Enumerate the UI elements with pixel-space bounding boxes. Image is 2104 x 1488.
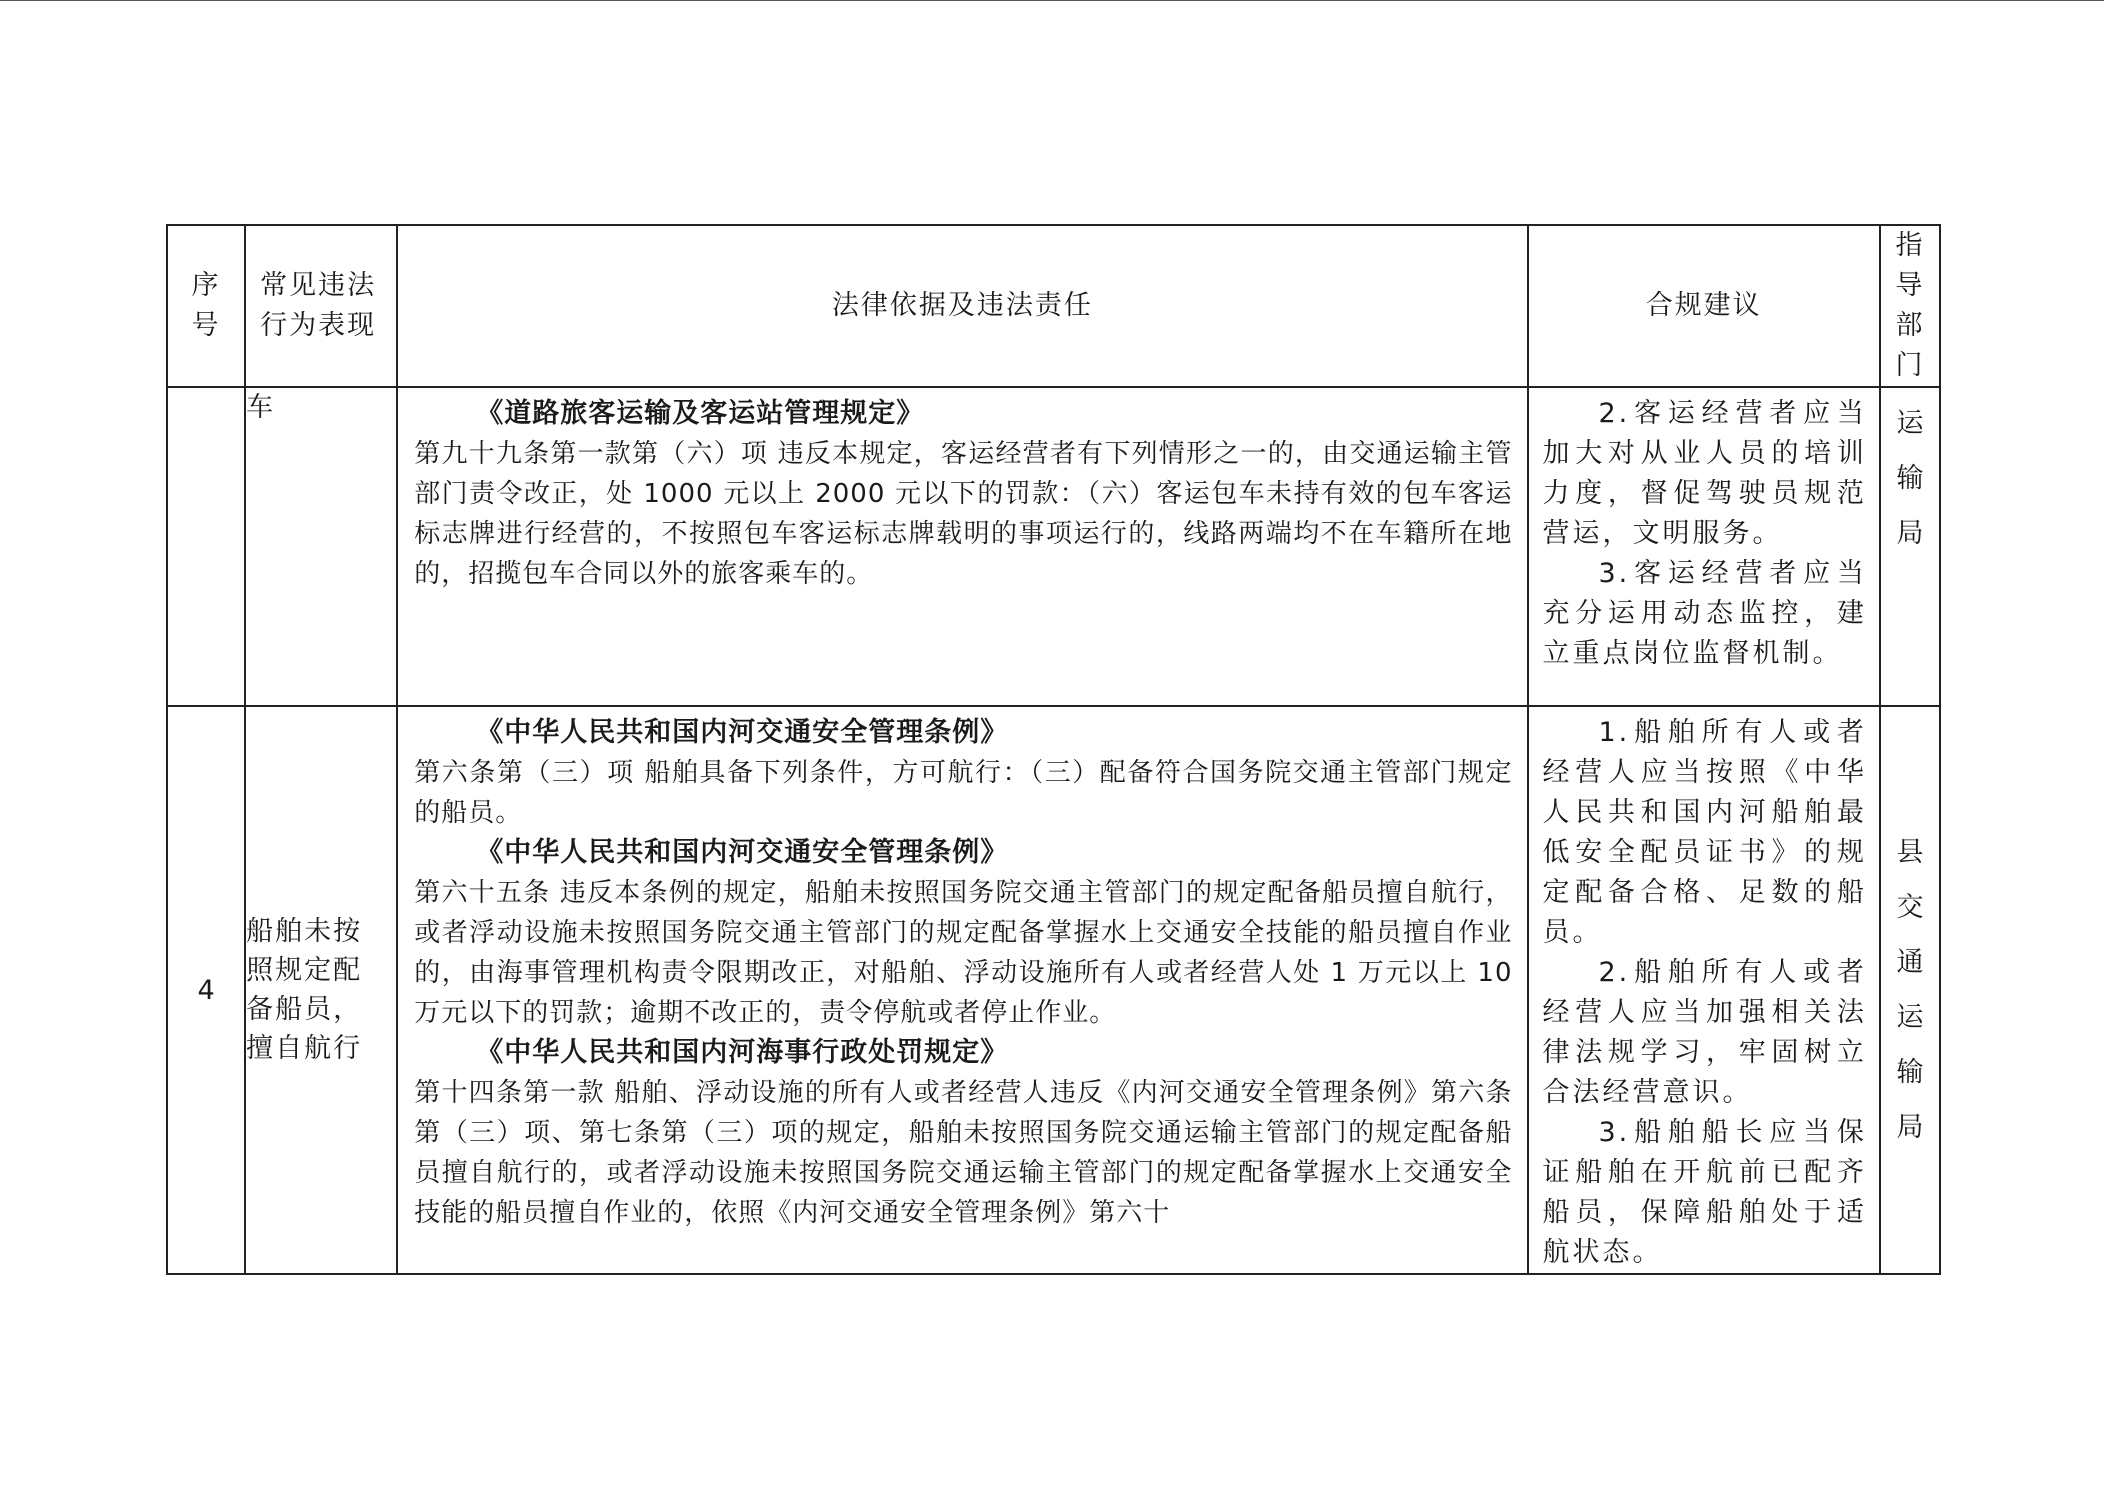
row-law [397, 706, 1527, 1274]
row-advice [1528, 387, 1880, 706]
header-seq: 序号 [167, 225, 245, 387]
header-advice: 合规建议 [1528, 225, 1880, 387]
advice-item: 1.船舶所有人或者经营人应当按照《中华人民共和国内河船舶最低安全配员证书》的规定配备合格、足数的船员。 [1542, 717, 1867, 948]
advice-item: 2.客运经营者应当加大对从业人员的培训力度，督促驾驶员规范营运，文明服务。 [1542, 398, 1867, 549]
header-dept: 指导部门 [1880, 225, 1940, 387]
regulation-table [166, 224, 1941, 1275]
row-advice [1528, 706, 1880, 1274]
law-body: 第九十九条第一款第（六）项 违反本规定，客运经营者有下列情形之一的，由交通运输主管部门责令改正，处 1000 元以上 2000 元以下的罚款：（六）客运包车未持有效的包车客运标志牌进行经营的，不按照包车客运标志牌载明的事项运行的，线路两端均不在车籍所在地的，招揽包车合同以外的旅客乘车的。 [414, 439, 1513, 589]
page-top-rule [0, 0, 2104, 1]
row-dept: 运输局 [1880, 387, 1940, 706]
row-dept: 县交通运输局 [1880, 706, 1940, 1274]
row-behavior: 车 [245, 387, 397, 706]
law-title: 《中华人民共和国内河海事行政处罚规定》 [476, 1037, 1009, 1068]
header-behavior: 常见违法行为表现 [245, 225, 397, 387]
law-title: 《中华人民共和国内河交通安全管理条例》 [476, 837, 1009, 868]
law-body: 第六条第（三）项 船舶具备下列条件，方可航行：（三）配备符合国务院交通主管部门规定的船员。 [414, 758, 1513, 828]
law-body: 第六十五条 违反本条例的规定，船舶未按照国务院交通主管部门的规定配备船员擅自航行，或者浮动设施未按照国务院交通主管部门的规定配备掌握水上交通安全技能的船员擅自作业的，由海事管理机构责令限期改正，对船舶、浮动设施所有人或者经营人处 1 万元以上 10 万元以下的罚款；逾期不改正的，责令停航或者停止作业。 [414, 878, 1513, 1028]
table-header-row [167, 225, 1940, 387]
law-title: 《道路旅客运输及客运站管理规定》 [476, 398, 925, 429]
advice-item: 3.客运经营者应当充分运用动态监控，建立重点岗位监督机制。 [1542, 558, 1867, 669]
advice-item: 3.船舶船长应当保证船舶在开航前已配齐船员，保障船舶处于适航状态。 [1542, 1117, 1867, 1268]
law-body: 第十四条第一款 船舶、浮动设施的所有人或者经营人违反《内河交通安全管理条例》第六条第（三）项、第七条第（三）项的规定，船舶未按照国务院交通运输主管部门的规定配备船员擅自航行的，或者浮动设施未按照国务院交通运输主管部门的规定配备掌握水上交通安全技能的船员擅自作业的，依照《内河交通安全管理条例》第六十 [414, 1078, 1513, 1228]
advice-item: 2.船舶所有人或者经营人应当加强相关法律法规学习，牢固树立合法经营意识。 [1542, 957, 1867, 1108]
table-row [167, 706, 1940, 1274]
row-behavior: 船舶未按照规定配备船员，擅自航行 [245, 706, 397, 1274]
law-title: 《中华人民共和国内河交通安全管理条例》 [476, 717, 1009, 748]
row-seq [167, 387, 245, 706]
table-row [167, 387, 1940, 706]
row-law [397, 387, 1527, 706]
row-seq: 4 [167, 706, 245, 1274]
header-law: 法律依据及违法责任 [397, 225, 1527, 387]
